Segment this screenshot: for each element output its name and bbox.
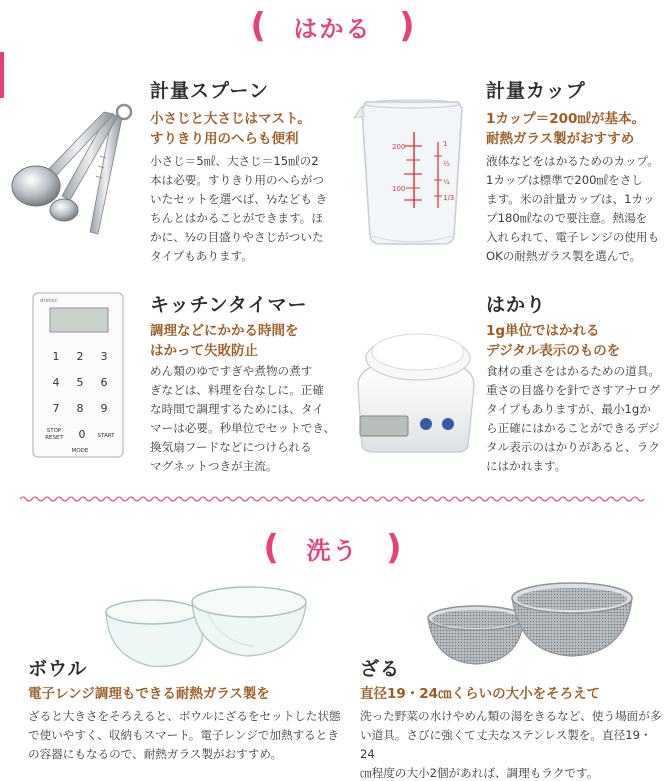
timer-key-5: 5 [76, 376, 84, 389]
body-line: ら正確にはかることができるデジ [486, 421, 660, 435]
body-line: ㎝程度の大小2個があれば、調理もラクです。 [360, 766, 599, 780]
spoon-subheading-line: すりきり用のへらも便利 [150, 131, 299, 147]
colander-title: ざる [360, 658, 401, 680]
section-title: はかる [293, 14, 372, 43]
body-line: タイプもあります。 [150, 249, 253, 263]
bowl-body [28, 707, 341, 764]
body-line: 洗った野菜の水けやめん類の湯をきるなど、使う場面が多 [360, 709, 662, 723]
scale-title: はかり [486, 294, 547, 316]
body-line: 液体などをはかるためのカップ。 [486, 154, 659, 168]
wavy-divider [20, 494, 645, 504]
cup-title: 計量カップ [486, 80, 586, 102]
scale-subheading [486, 321, 620, 361]
body-line: タイプもありますが、最小1gか [486, 402, 651, 416]
body-line: いたセットを選べば、½なども き [150, 192, 328, 206]
bowl-title: ボウル [28, 658, 88, 680]
body-line: プ180㎖なので要注意。熱湯を [486, 211, 648, 225]
timer-key-8: 8 [76, 402, 84, 415]
body-line: OKの耐熱ガラス製を選んで。 [486, 249, 642, 263]
timer-title: キッチンタイマー [150, 294, 308, 316]
timer-subheading [150, 321, 299, 361]
colander-subheading: 直径19・24㎝くらいの大小をそろえて [360, 686, 601, 702]
body-line: マーは必要。秒単位でセットでき、 [150, 421, 336, 435]
cup-mark-200: 200 [392, 143, 406, 151]
timer-key-2: 2 [76, 350, 84, 363]
open-paren: ( [250, 6, 266, 46]
timer-brand: dretec [40, 298, 58, 304]
colander-image [424, 578, 636, 670]
cup-mark-100: 100 [392, 185, 406, 193]
body-line: タル表示のはかりがあると、ラク [486, 440, 660, 454]
body-line: ざると大きさをそろえると、ボウルにざるをセットした状態 [28, 709, 341, 723]
spoon-subheading [150, 109, 311, 149]
section-heading-measure [0, 6, 665, 46]
body-line: 重さの目盛りを針でさすアナログ [486, 383, 660, 397]
body-line: で使いやすく、収納もスマート。電子レンジで加熱するとき [28, 728, 339, 742]
body-line: ぎなどは、料理を台なしに。正確 [150, 383, 324, 397]
timer-mode-label: MODE [71, 448, 89, 454]
section-accent-bar [0, 52, 4, 98]
timer-key-6: 6 [100, 376, 108, 389]
cup-subheading-line: 耐熱ガラス製がおすすめ [486, 131, 635, 147]
measuring-spoon-image [8, 96, 136, 236]
timer-key-4: 4 [52, 376, 60, 389]
spoon-body [150, 152, 327, 266]
section-title: 洗う [306, 536, 359, 565]
body-line: にはかれます。 [486, 459, 567, 473]
bowl-subheading: 電子レンジ調理もできる耐熱ガラス製を [28, 686, 270, 702]
timer-subheading-line: はかって失敗防止 [150, 343, 258, 359]
timer-start-label: START [97, 433, 115, 439]
cup-mark-quarter: ¼ [443, 178, 450, 186]
spoon-title: 計量スプーン [150, 80, 270, 102]
timer-key-3: 3 [100, 350, 108, 363]
timer-key-0: 0 [78, 428, 86, 441]
body-line: 小さじ＝5㎖、大さじ＝15㎖の2 [150, 154, 319, 168]
body-line: 入れられて、電子レンジの使用も [486, 230, 660, 244]
timer-key-9: 9 [100, 402, 108, 415]
body-line: の容器にもなるので、耐熱ガラス製がおすすめ。 [28, 747, 283, 761]
body-line: かに、½の目盛りやさじがついた [150, 230, 324, 244]
scale-body [486, 362, 660, 476]
glass-bowl-image [104, 584, 310, 670]
timer-reset-label: RESET [45, 435, 63, 441]
timer-stop-label: STOP [46, 428, 62, 434]
body-line: 本は必要。すりきり用のへらがつ [150, 173, 324, 187]
colander-body [360, 707, 665, 781]
open-paren: ( [263, 528, 279, 568]
scale-subheading-line: デジタル表示のものを [486, 343, 621, 359]
section-heading-wash [0, 528, 665, 568]
digital-scale-image [352, 312, 476, 454]
body-line: ます。米の計量カップは、1カッ [486, 192, 655, 206]
close-paren: ) [399, 6, 415, 46]
measuring-cup-image [352, 96, 472, 248]
close-paren: ) [386, 528, 402, 568]
cup-mark-third: 1/3 [443, 194, 455, 202]
timer-body [150, 362, 335, 476]
cup-mark-1: 1 [443, 140, 448, 148]
timer-key-7: 7 [52, 402, 60, 415]
cup-body [486, 152, 659, 266]
body-line: マグネットつきが主流。 [150, 459, 278, 473]
cup-subheading-line: 1カップ＝200㎖が基本。 [486, 111, 645, 127]
body-line: 食材の重さをはかるための道具。 [486, 364, 660, 378]
body-line: ちんとはかることができます。ほ [150, 211, 323, 225]
timer-subheading-line: 調理などにかかる時間を [150, 323, 299, 339]
body-line: めん類のゆですぎや煮物の煮す [150, 364, 313, 378]
scale-subheading-line: 1g単位ではかれる [486, 323, 600, 339]
body-line: 1カップは標準で200㎖をさし [486, 173, 643, 187]
body-line: い道具。さびに強くて丈夫なステンレス製を。直径19・24 [360, 728, 652, 761]
body-line: な時間で調理するためには、タイ [150, 402, 324, 416]
kitchen-timer-image [32, 292, 124, 458]
spoon-subheading-line: 小さじと大さじはマスト。 [150, 111, 311, 127]
cup-mark-half: ½ [443, 160, 450, 168]
timer-key-1: 1 [52, 350, 60, 363]
cup-subheading [486, 109, 645, 149]
body-line: 換気扇フードなどにつけられる [150, 440, 312, 454]
